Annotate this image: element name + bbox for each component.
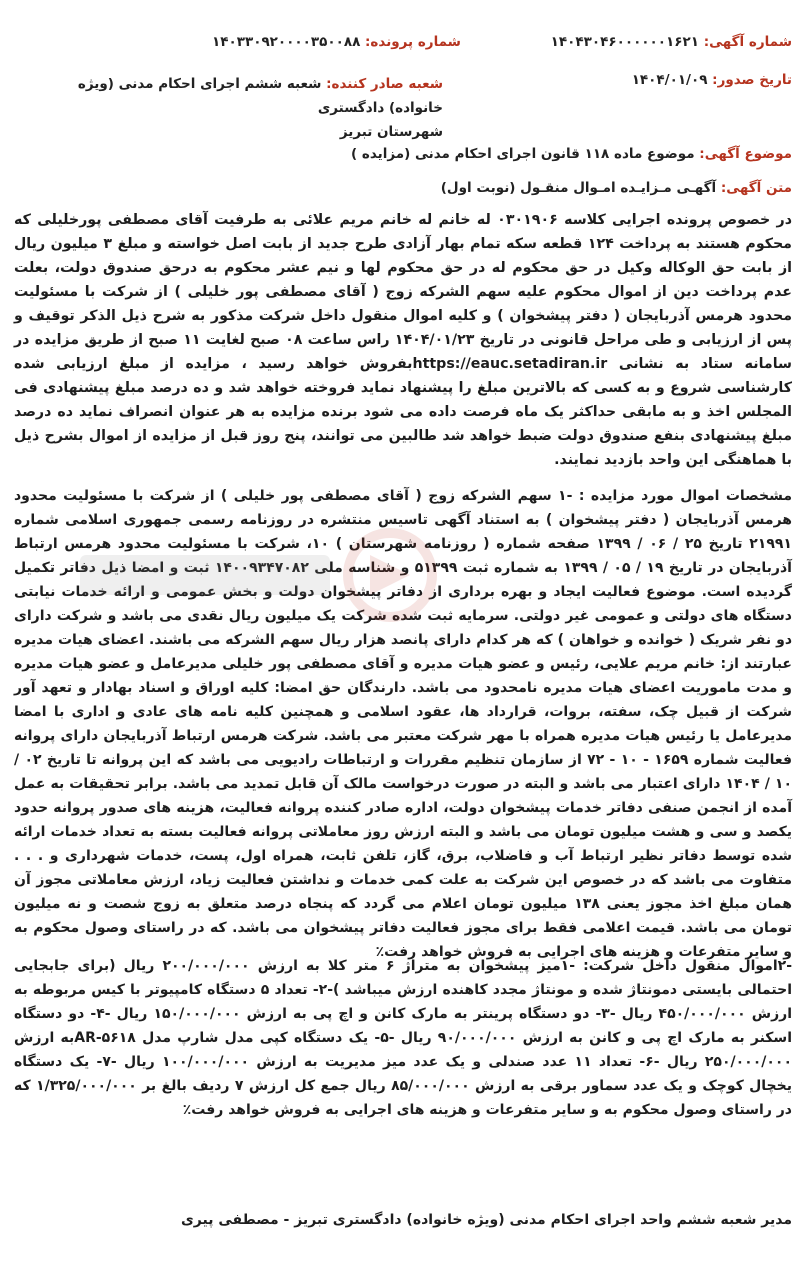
- paragraph-case-details: در خصوص پرونده اجرایی کلاسه ۰۳۰۱۹۰۶ له خانم له خانم مریم علائی به طرفیت آقای مصطفی پورخلیلی که محکوم هستند به پرداخت ۱۲۴ قطعه سکه تمام بهار آزادی طرح جدید از بابت اصل خواسته و مبلغ ۳ میلیون ریال از بابت حق الوکاله وکیل در حق محکوم له در حق محکوم لها و نیم عشر محکوم به درحق صندوق دولت، بعلت عدم پرداخت دین از اموال محکوم علیه سهم الشرکه زوج ( آقای مصطفی پور خلیلی ) از شرکت با مسئولیت محدود هرمس آذربایجان ( دفتر پیشخوان ) و کلیه اموال منقول داخل شرکت مذکور به شرح ذیل الذکر توقیف و پس از ارزیابی و طی مراحل قانونی در تاریخ ۱۴۰۴/۰۱/۲۳ راس ساعت ۰۸ صبح لغایت ۱۱ صبح از طریق مزایده در سامانه ستاد به نشانی https://eauc.setadiran.irبفروش خواهد رسید ، مزایده از مبلغ ارزیابی شده کارشناسی شروع و به کسی که بالاترین مبلغ را پیشنهاد نماید فروخته خواهد شد و ده درصد مبلغ پیشنهادی فی المجلس اخذ و به مابقی حداکثر یک ماه فرصت داده می شود برنده مزایده به هر عنوان انصراف نماید ده درصد مبلغ پیشنهادی بنفع صندوق دولت ضبط خواهد شد طالبین می توانند، پنج روز قبل از مزایده از اموال بشرح ذیل با هماهنگی این واحد بازدید نمایند.: [14, 212, 792, 468]
- subject-row: [351, 146, 792, 162]
- body-title-row: [441, 180, 792, 196]
- case-number-label: شماره پرونده:: [365, 34, 461, 50]
- ad-number-label: شماره آگهی:: [703, 34, 792, 50]
- case-number-row: [212, 34, 461, 50]
- body-title-label: متن آگهی:: [720, 180, 792, 196]
- paragraph-share-specs: مشخصات اموال مورد مزایده : -۱ سهم الشرکه زوج ( آقای مصطفی پور خلیلی ) از شرکت با مسئولیت محدود هرمس آذربایجان ( دفتر پیشخوان ) به استناد آگهی تاسیس منتشره در روزنامه رسمی جمهوری اسلامی شماره ۲۱۹۹۱ تاریخ ۲۵ / ۰۶ / ۱۳۹۹ صفحه شماره ( روزنامه شهرستان ) ۱۰، شرکت با مسئولیت محدود هرمس ارتباط آذربایجان در تاریخ ۱۹ / ۰۵ / ۱۳۹۹ به شماره ثبت ۵۱۳۹۹ و شناسه ملی ۱۴۰۰۹۳۴۷۰۸۲ ثبت و امضا ذیل دفاتر تکمیل گردیده است. موضوع فعالیت ایجاد و بهره برداری از دفاتر پیشخوان دولت و بخش عمومی و ارائه خدمات نیابتی دستگاه های دولتی و عمومی غیر دولتی. سرمایه ثبت شده شرکت یک میلیون ریال نقدی می باشد و شرکت دارای دو نفر شریک ( خوانده و خواهان ) که هر کدام دارای پانصد هزار ریال سهم الشرکه می باشند. اعضای هیات مدیره عبارتند از: خانم مریم علایی، رئیس و عضو هیات مدیره و آقای مصطفی پور خلیلی مدیرعامل و عضو هیات مدیره و مدت ماموریت اعضای هیات مدیره نامحدود می باشد. دارندگان حق امضا: کلیه اوراق و اسناد بهادار و تعهد آور شرکت از قبیل چک، سفته، بروات، قرارداد ها، عقود اسلامی و همچنین کلیه نامه های عادی و اداری با امضا مدیرعامل یا رئیس هیات مدیره همراه با مهر شرکت معتبر می باشد. شرکت هرمس ارتباط آذربایجان دارای پروانه فعالیت شماره ۱۶۵۹ - ۱۰ - ۷۲ از سازمان تنظیم مقررات و ارتباطات رادیویی می باشد که این پروانه تا تاریخ ۰۲ / ۱۰ / ۱۴۰۴ دارای اعتبار می باشد و البته در صورت درخواست مالک آن قابل تمدید می باشد. برابر تحقیقات به عمل آمده از انجمن صنفی دفاتر خدمات پیشخوان دولت، اداره صادر کننده پروانه فعالیت، هزینه های صدور پروانه حدود یکصد و سی و هشت میلیون تومان می باشد و البته ارزش روز معاملاتی پروانه فعالیت بسته به تعداد خدمات ارائه شده توسط دفاتر نظیر ارتباط آب و فاضلاب، برق، گاز، تلفن ثابت، همراه اول، پست، خدمات شهرداری و . . . متفاوت می باشد که در خصوص این شرکت به علت کمی خدمات و نداشتن فعالیت زیاد، ارزش معاملاتی مجوز آن همان مبلغ اخذ مجوز یعنی ۱۳۸ میلیون تومان اعلام می گردد که پنجاه درصد متعلق به زوج شصت و نه میلیون تومان می باشد. قیمت اعلامی فقط برای مجوز فعالیت دفاتر پیشخوان می باشد. که در راستای وصول محکوم به و سایر متفرعات و هزینه های اجرایی به فروش خواهد رفت٪: [14, 488, 793, 960]
- signature: مدیر شعبه ششم واحد اجرای احکام مدنی (ویژه خانواده) دادگستری تبریز - مصطفی پیری: [180, 1212, 792, 1228]
- issuer-row: [58, 72, 443, 144]
- issuer-label: شعبه صادر کننده:: [326, 76, 443, 92]
- subject-value: موضوع ماده ۱۱۸ قانون اجرای احکام مدنی (مزایده ): [351, 146, 695, 162]
- ad-number: ۱۴۰۴۳۰۴۶۰۰۰۰۰۰۱۶۲۱: [550, 34, 699, 50]
- body-title: آگهـی مـزایـده امـوال منقـول (نوبت اول): [440, 180, 717, 196]
- issue-date-row: [632, 72, 792, 88]
- issue-date-label: تاریخ صدور:: [712, 72, 792, 88]
- ad-number-row: [551, 34, 792, 50]
- paragraph-movable-assets: -۲اموال منقول داخل شرکت: -۱میز پیشخوان به متراژ ۶ متر کلا به ارزش ۲۰۰/۰۰۰/۰۰۰ ریال (برای جابجایی احتمالی بایستی دمونتاژ شده و مونتاژ مجدد کاهنده ارزش میباشد )-۲- تعداد ۵ دستگاه کامپیوتر با کیس مربوطه به ارزش ۴۵۰/۰۰۰/۰۰۰ ریال -۳- دو دستگاه پرینتر به مارک کانن و اچ پی به ارزش ۱۵۰/۰۰۰/۰۰۰ ریال -۴- دو دستگاه اسکنر به مارک اچ پی و کانن به ارزش ۹۰/۰۰۰/۰۰۰ ریال -۵- یک دستگاه کپی مدل شارپ مدل AR-۵۶۱۸به ارزش ۲۵۰/۰۰۰/۰۰۰ ریال -۶- تعداد ۱۱ عدد صندلی و یک عدد میز مدیریت به ارزش ۱۰۰/۰۰۰/۰۰۰ ریال -۷- یک دستگاه یخچال کوچک و یک عدد سماور برقی به ارزش ۸۵/۰۰۰/۰۰۰ ریال جمع کل ارزش ۷ ردیف بالغ بر ۱/۳۲۵/۰۰۰/۰۰۰ که در راستای وصول محکوم به و سایر متفرعات و هزینه های اجرایی به فروش خواهد رفت٪: [14, 958, 793, 1118]
- issuer-line1: شعبه ششم اجرای احکام مدنی (ویژه خانواده) دادگستری: [77, 76, 443, 116]
- case-number: ۱۴۰۳۳۰۹۲۰۰۰۰۳۵۰۰۸۸: [212, 34, 361, 50]
- subject-label: موضوع آگهی:: [699, 146, 792, 162]
- issue-date: ۱۴۰۴/۰۱/۰۹: [631, 72, 708, 88]
- issuer-line2: شهرستان تبریز: [339, 124, 443, 140]
